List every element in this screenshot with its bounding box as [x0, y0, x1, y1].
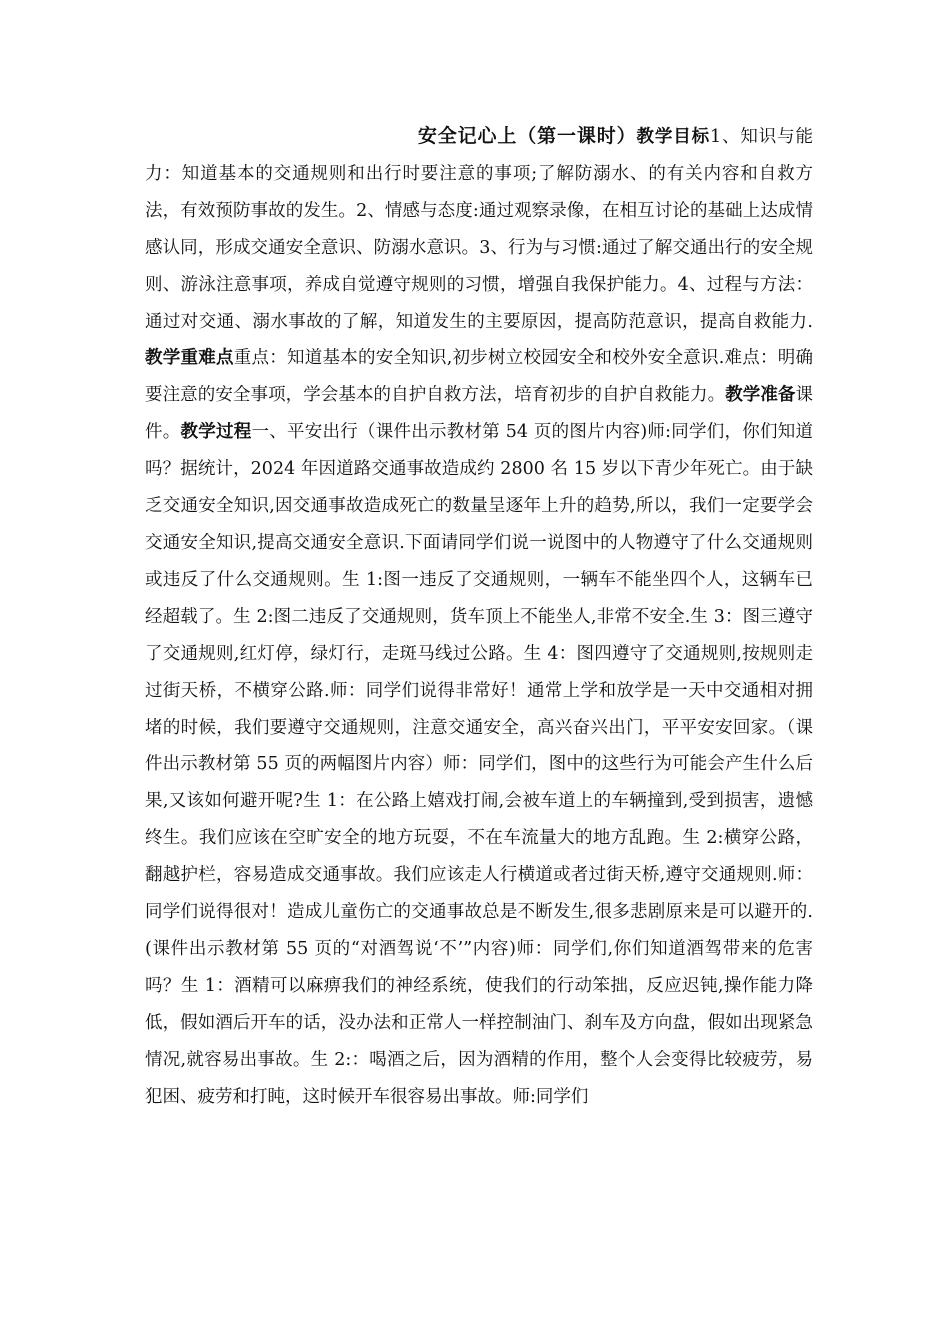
- heading-teaching-preparation: 教学准备: [725, 385, 796, 406]
- paragraph-teaching-preparation: 课件。: [145, 385, 814, 443]
- paragraph-teaching-process: 一、平安出行（课件出示教材第 54 页的图片内容)师:同学们，你们知道吗？据统计，2024 年因道路交通事故造成约 2800 名 15 岁以下青少年死亡。由于缺乏交通安全知识,因交通事故造成死亡的数量呈逐年上升的趋势,所以，我们一定要学会交通安全知识,提高交通安全意识.下面请同学们说一说图中的人物遵守了什么交通规则或违反了什么交通规则。生 1:图一违反了交通规则，一辆车不能坐四个人，这辆车已经超载了。生 2:图二违反了交通规则，货车顶上不能坐人,非常不安全.生 3：图三遵守了交通规则,红灯停，绿灯行，走斑马线过公路。生 4：图四遵守了交通规则,按规则走过街天桥，不横穿公路.师：同学们说得非常好！通常上学和放学是一天中交通相对拥堵的时候，我们要遵守交通规则，注意交通安全，高兴奋兴出门，平平安安回家。（课件出示教材第 55 页的两幅图片内容）师：同学们，图中的这些行为可能会产生什么后果,又该如何避开呢?生 1：在公路上嬉戏打闹,会被车道上的车辆撞到,受到损害，遗憾终生。我们应该在空旷安全的地方玩耍，不在车流量大的地方乱跑。生 2:横穿公路，翻越护栏，容易造成交通事故。我们应该走人行横道或者过街天桥,遵守交通规则.师：同学们说得很对！造成儿童伤亡的交通事故总是不断发生,很多悲剧原来是可以避开的.(课件出示教材第 55 页的“对酒驾说‘不’”内容)师：同学们,你们知道酒驾带来的危害吗？生 1：酒精可以麻痹我们的神经系统，使我们的行动笨拙，反应迟钝,操作能力降低，假如酒后开车的话，没办法和正常人一样控制油门、刹车及方向盘，假如出现紧急情况,就容易出事故。生 2:：喝酒之后，因为酒精的作用，整个人会变得比较疲劳，易犯困、疲劳和打盹，这时候开车很容易出事故。师:同学们: [145, 422, 814, 1107]
- title-indent: [145, 141, 417, 142]
- heading-key-points: 教学重难点: [145, 348, 234, 369]
- paragraph-key-points: 重点：知道基本的安全知识,初步树立校园安全和校外安全意识.难点：明确要注意的安全事项，学会基本的自护自救方法，培育初步的自护自救能力。: [145, 348, 813, 406]
- document-title: 安全记心上（第一课时）: [417, 125, 637, 147]
- document-body: [145, 118, 813, 1115]
- paragraph-teaching-goals: 1、知识与能力：知道基本的交通规则和出行时要注意的事项;了解防溺水、的有关内容和自救方法，有效预防事故的发生。2、情感与态度:通过观察录像，在相互讨论的基础上达成情感认同，形成交通安全意识、防溺水意识。3、行为与习惯:通过了解交通出行的安全规则、游泳注意事项，养成自觉遵守规则的习惯，增强自我保护能力。4、过程与方法：通过对交通、溺水事故的了解，知道发生的主要原因，提高防范意识，提高自救能力.: [145, 127, 813, 332]
- heading-teaching-goals: 教学目标: [636, 127, 710, 147]
- heading-teaching-process: 教学过程: [180, 422, 252, 443]
